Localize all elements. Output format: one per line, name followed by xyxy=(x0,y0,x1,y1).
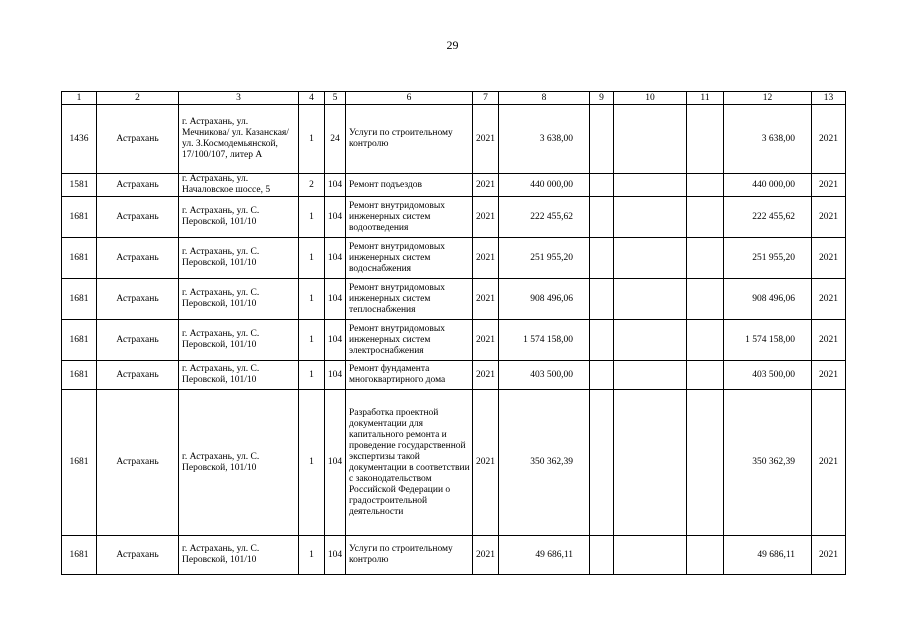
cell-cost-local xyxy=(687,361,724,390)
column-header: 6 xyxy=(346,92,473,105)
cell-cost-federal xyxy=(590,238,614,279)
cell-work-code: 104 xyxy=(325,174,346,197)
cell-city: Астрахань xyxy=(97,320,179,361)
table-row xyxy=(62,390,846,536)
cell-cost-federal xyxy=(590,320,614,361)
cell-work-code: 104 xyxy=(325,320,346,361)
cell-total-cost: 1 574 158,00 xyxy=(499,320,590,361)
cell-city: Астрахань xyxy=(97,238,179,279)
cell-cost-federal xyxy=(590,105,614,174)
cell-end-year: 2021 xyxy=(812,238,846,279)
cell-cost-federal xyxy=(590,361,614,390)
cell-work-description: Разработка проектной документации для капитального ремонта и проведение государственной экспертизы такой документации в соответствии с законодательством Российской Федерации о градостроительной деятельности xyxy=(346,390,473,536)
table-row xyxy=(62,361,846,390)
cell-address: г. Астрахань, ул. С. Перовской, 101/10 xyxy=(179,279,299,320)
cell-cost-local xyxy=(687,279,724,320)
cell-end-year: 2021 xyxy=(812,361,846,390)
cell-building-type: 1 xyxy=(299,238,325,279)
cell-end-year: 2021 xyxy=(812,536,846,575)
cell-work-code: 104 xyxy=(325,238,346,279)
column-header: 8 xyxy=(499,92,590,105)
cell-start-year: 2021 xyxy=(473,238,499,279)
cell-work-description: Услуги по строительному контролю xyxy=(346,105,473,174)
cell-cost-federal xyxy=(590,390,614,536)
cell-object-number: 1681 xyxy=(62,361,97,390)
column-header: 7 xyxy=(473,92,499,105)
cell-total-cost: 251 955,20 xyxy=(499,238,590,279)
cell-cost-regional xyxy=(614,361,687,390)
cell-cost-owners: 350 362,39 xyxy=(724,390,812,536)
cell-work-description: Ремонт подъездов xyxy=(346,174,473,197)
cell-city: Астрахань xyxy=(97,361,179,390)
cell-object-number: 1436 xyxy=(62,105,97,174)
cell-start-year: 2021 xyxy=(473,320,499,361)
cell-work-code: 104 xyxy=(325,279,346,320)
cell-total-cost: 350 362,39 xyxy=(499,390,590,536)
cell-city: Астрахань xyxy=(97,105,179,174)
cell-address: г. Астрахань, ул. С. Перовской, 101/10 xyxy=(179,238,299,279)
cell-cost-regional xyxy=(614,320,687,361)
cell-work-description: Услуги по строительному контролю xyxy=(346,536,473,575)
cell-city: Астрахань xyxy=(97,279,179,320)
cell-address: г. Астрахань, ул. С. Перовской, 101/10 xyxy=(179,536,299,575)
cell-start-year: 2021 xyxy=(473,390,499,536)
column-header: 10 xyxy=(614,92,687,105)
cell-address: г. Астрахань, ул. С. Перовской, 101/10 xyxy=(179,197,299,238)
cell-total-cost: 3 638,00 xyxy=(499,105,590,174)
cell-city: Астрахань xyxy=(97,174,179,197)
cell-building-type: 1 xyxy=(299,105,325,174)
cell-cost-regional xyxy=(614,536,687,575)
cell-cost-federal xyxy=(590,174,614,197)
cell-object-number: 1681 xyxy=(62,279,97,320)
cell-start-year: 2021 xyxy=(473,536,499,575)
table-row xyxy=(62,174,846,197)
cell-start-year: 2021 xyxy=(473,361,499,390)
cell-city: Астрахань xyxy=(97,536,179,575)
cell-address: г. Астрахань, ул. С. Перовской, 101/10 xyxy=(179,390,299,536)
cell-object-number: 1681 xyxy=(62,197,97,238)
cell-work-description: Ремонт фундамента многоквартирного дома xyxy=(346,361,473,390)
cell-start-year: 2021 xyxy=(473,197,499,238)
cell-cost-regional xyxy=(614,105,687,174)
table-row xyxy=(62,536,846,575)
cell-total-cost: 49 686,11 xyxy=(499,536,590,575)
table-row xyxy=(62,320,846,361)
cell-end-year: 2021 xyxy=(812,197,846,238)
cell-cost-owners: 49 686,11 xyxy=(724,536,812,575)
cell-cost-local xyxy=(687,320,724,361)
cell-work-code: 104 xyxy=(325,536,346,575)
cell-start-year: 2021 xyxy=(473,279,499,320)
cell-cost-owners: 222 455,62 xyxy=(724,197,812,238)
cell-cost-local xyxy=(687,238,724,279)
cell-start-year: 2021 xyxy=(473,174,499,197)
cell-total-cost: 403 500,00 xyxy=(499,361,590,390)
column-header: 5 xyxy=(325,92,346,105)
cell-cost-federal xyxy=(590,279,614,320)
cell-cost-local xyxy=(687,197,724,238)
cell-city: Астрахань xyxy=(97,197,179,238)
cell-end-year: 2021 xyxy=(812,320,846,361)
cell-cost-regional xyxy=(614,174,687,197)
cell-object-number: 1681 xyxy=(62,238,97,279)
cell-cost-regional xyxy=(614,197,687,238)
cell-work-code: 104 xyxy=(325,361,346,390)
cell-building-type: 1 xyxy=(299,390,325,536)
cell-object-number: 1681 xyxy=(62,536,97,575)
cell-work-code: 104 xyxy=(325,390,346,536)
column-header: 1 xyxy=(62,92,97,105)
table-row xyxy=(62,279,846,320)
cell-object-number: 1681 xyxy=(62,320,97,361)
cell-address: г. Астрахань, ул. С. Перовской, 101/10 xyxy=(179,361,299,390)
cell-work-description: Ремонт внутридомовых инженерных систем электроснабжения xyxy=(346,320,473,361)
cell-work-code: 24 xyxy=(325,105,346,174)
cell-work-description: Ремонт внутридомовых инженерных систем теплоснабжения xyxy=(346,279,473,320)
cell-cost-local xyxy=(687,105,724,174)
cell-cost-regional xyxy=(614,390,687,536)
cell-total-cost: 908 496,06 xyxy=(499,279,590,320)
cell-work-code: 104 xyxy=(325,197,346,238)
cell-cost-regional xyxy=(614,279,687,320)
table-row xyxy=(62,197,846,238)
cell-end-year: 2021 xyxy=(812,105,846,174)
cell-object-number: 1581 xyxy=(62,174,97,197)
cell-work-description: Ремонт внутридомовых инженерных систем водоотведения xyxy=(346,197,473,238)
cell-cost-local xyxy=(687,390,724,536)
column-header: 12 xyxy=(724,92,812,105)
cell-end-year: 2021 xyxy=(812,279,846,320)
cell-end-year: 2021 xyxy=(812,390,846,536)
column-header: 2 xyxy=(97,92,179,105)
cell-cost-owners: 440 000,00 xyxy=(724,174,812,197)
cell-cost-federal xyxy=(590,536,614,575)
cell-building-type: 1 xyxy=(299,536,325,575)
column-header: 11 xyxy=(687,92,724,105)
table-header-row xyxy=(62,92,846,105)
cell-start-year: 2021 xyxy=(473,105,499,174)
cell-building-type: 1 xyxy=(299,320,325,361)
cell-cost-owners: 403 500,00 xyxy=(724,361,812,390)
table-row xyxy=(62,105,846,174)
cell-cost-regional xyxy=(614,238,687,279)
cell-end-year: 2021 xyxy=(812,174,846,197)
table-row xyxy=(62,238,846,279)
cell-building-type: 1 xyxy=(299,279,325,320)
repair-plan-table xyxy=(61,91,846,575)
cell-cost-owners: 3 638,00 xyxy=(724,105,812,174)
column-header: 13 xyxy=(812,92,846,105)
column-header: 3 xyxy=(179,92,299,105)
cell-building-type: 1 xyxy=(299,197,325,238)
cell-address: г. Астрахань, ул. С. Перовской, 101/10 xyxy=(179,320,299,361)
column-header: 4 xyxy=(299,92,325,105)
cell-work-description: Ремонт внутридомовых инженерных систем водоснабжения xyxy=(346,238,473,279)
cell-cost-local xyxy=(687,536,724,575)
cell-cost-owners: 251 955,20 xyxy=(724,238,812,279)
page-number: 29 xyxy=(446,38,459,52)
cell-address: г. Астрахань, ул. Началовское шоссе, 5 xyxy=(179,174,299,197)
cell-cost-owners: 908 496,06 xyxy=(724,279,812,320)
cell-total-cost: 222 455,62 xyxy=(499,197,590,238)
cell-building-type: 1 xyxy=(299,361,325,390)
cell-building-type: 2 xyxy=(299,174,325,197)
cell-address: г. Астрахань, ул. Мечникова/ ул. Казанская/ ул. З.Космодемьянской, 17/100/107, литер А xyxy=(179,105,299,174)
cell-object-number: 1681 xyxy=(62,390,97,536)
cell-total-cost: 440 000,00 xyxy=(499,174,590,197)
cell-cost-owners: 1 574 158,00 xyxy=(724,320,812,361)
column-header: 9 xyxy=(590,92,614,105)
cell-city: Астрахань xyxy=(97,390,179,536)
cell-cost-local xyxy=(687,174,724,197)
cell-cost-federal xyxy=(590,197,614,238)
